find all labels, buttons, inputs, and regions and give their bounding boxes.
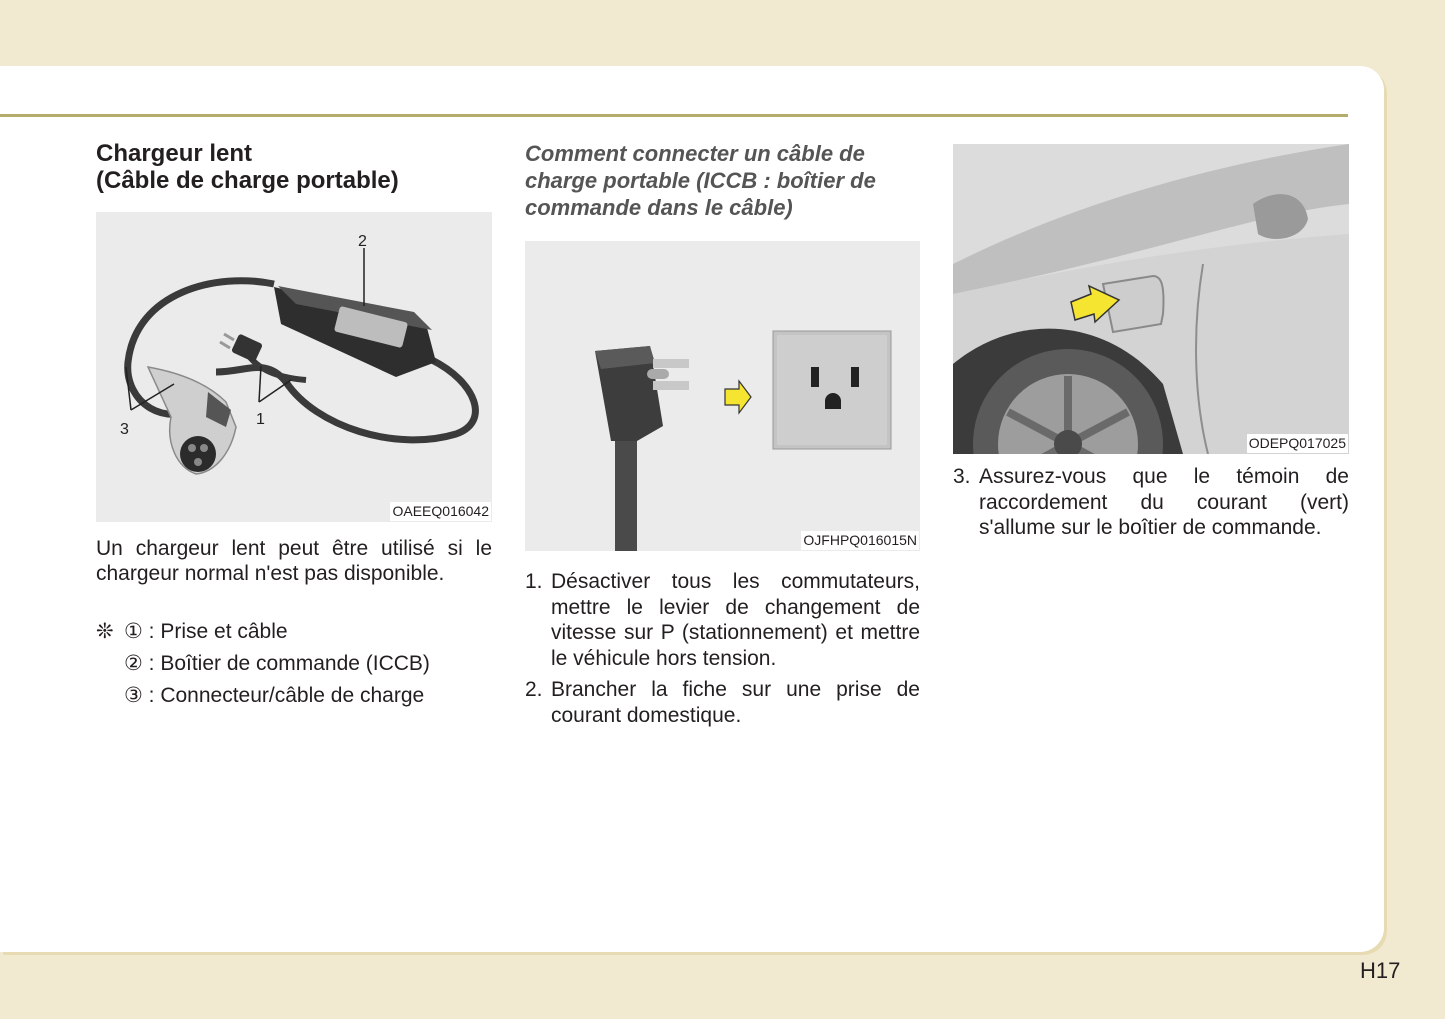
figure-legend xyxy=(96,616,492,712)
legend-item xyxy=(96,680,492,712)
subtitle-line: commande dans le câble) xyxy=(525,195,793,220)
steps-list xyxy=(953,464,1349,541)
callout-label: 3 xyxy=(120,421,129,438)
legend-item xyxy=(96,648,492,680)
page-number: H17 xyxy=(1360,958,1401,983)
step-text: Assurez-vous que le témoin de raccordement du courant (vert) s'allume sur le boîtier de commande. xyxy=(979,465,1349,539)
step-number: 3. xyxy=(953,465,971,488)
vehicle-charge-port-figure xyxy=(953,144,1349,454)
column-connect-cable xyxy=(525,140,920,734)
step-text: Désactiver tous les commutateurs, mettre le levier de changement de vitesse sur P (stationnement) et mettre le véhicule hors tension. xyxy=(551,570,920,670)
portable-charger-illustration xyxy=(96,212,492,522)
title-line: Chargeur lent xyxy=(96,140,253,167)
plug-outlet-figure xyxy=(525,241,920,551)
step-item xyxy=(953,464,1349,541)
header-rule xyxy=(0,114,1348,117)
legend-symbol: ❊ xyxy=(96,620,114,643)
legend-item xyxy=(96,616,492,648)
vehicle-charge-port-illustration xyxy=(953,144,1349,454)
figure-code: OJFHPQ016015N xyxy=(803,532,917,548)
step-number: 2. xyxy=(525,678,543,701)
subtitle-line: Comment connecter un câble de xyxy=(525,141,865,166)
section-title xyxy=(96,140,492,194)
legend-text: ② : Boîtier de commande (ICCB) xyxy=(124,652,430,675)
step-item xyxy=(525,677,920,728)
column-slow-charger xyxy=(96,140,492,712)
title-line: (Câble de charge portable) xyxy=(96,167,399,194)
step-number: 1. xyxy=(525,570,543,593)
callout-label: 2 xyxy=(358,233,367,250)
callout-label: 1 xyxy=(256,411,265,428)
legend-text: ③ : Connecteur/câble de charge xyxy=(124,684,425,707)
figure-code: OAEEQ016042 xyxy=(392,503,489,519)
intro-paragraph: Un chargeur lent peut être utilisé si le chargeur normal n'est pas disponible. xyxy=(96,537,492,585)
plug-outlet-illustration xyxy=(525,241,920,551)
column-check-indicator xyxy=(953,140,1349,547)
step-text: Brancher la fiche sur une prise de courant domestique. xyxy=(551,678,920,727)
legend-text: ① : Prise et câble xyxy=(124,620,288,643)
step-item xyxy=(525,569,920,671)
subtitle-line: charge portable (ICCB : boîtier de xyxy=(525,168,876,193)
steps-list xyxy=(525,569,920,728)
section-subtitle xyxy=(525,140,920,221)
portable-charger-figure xyxy=(96,212,492,522)
figure-code: ODEPQ017025 xyxy=(1248,435,1346,451)
